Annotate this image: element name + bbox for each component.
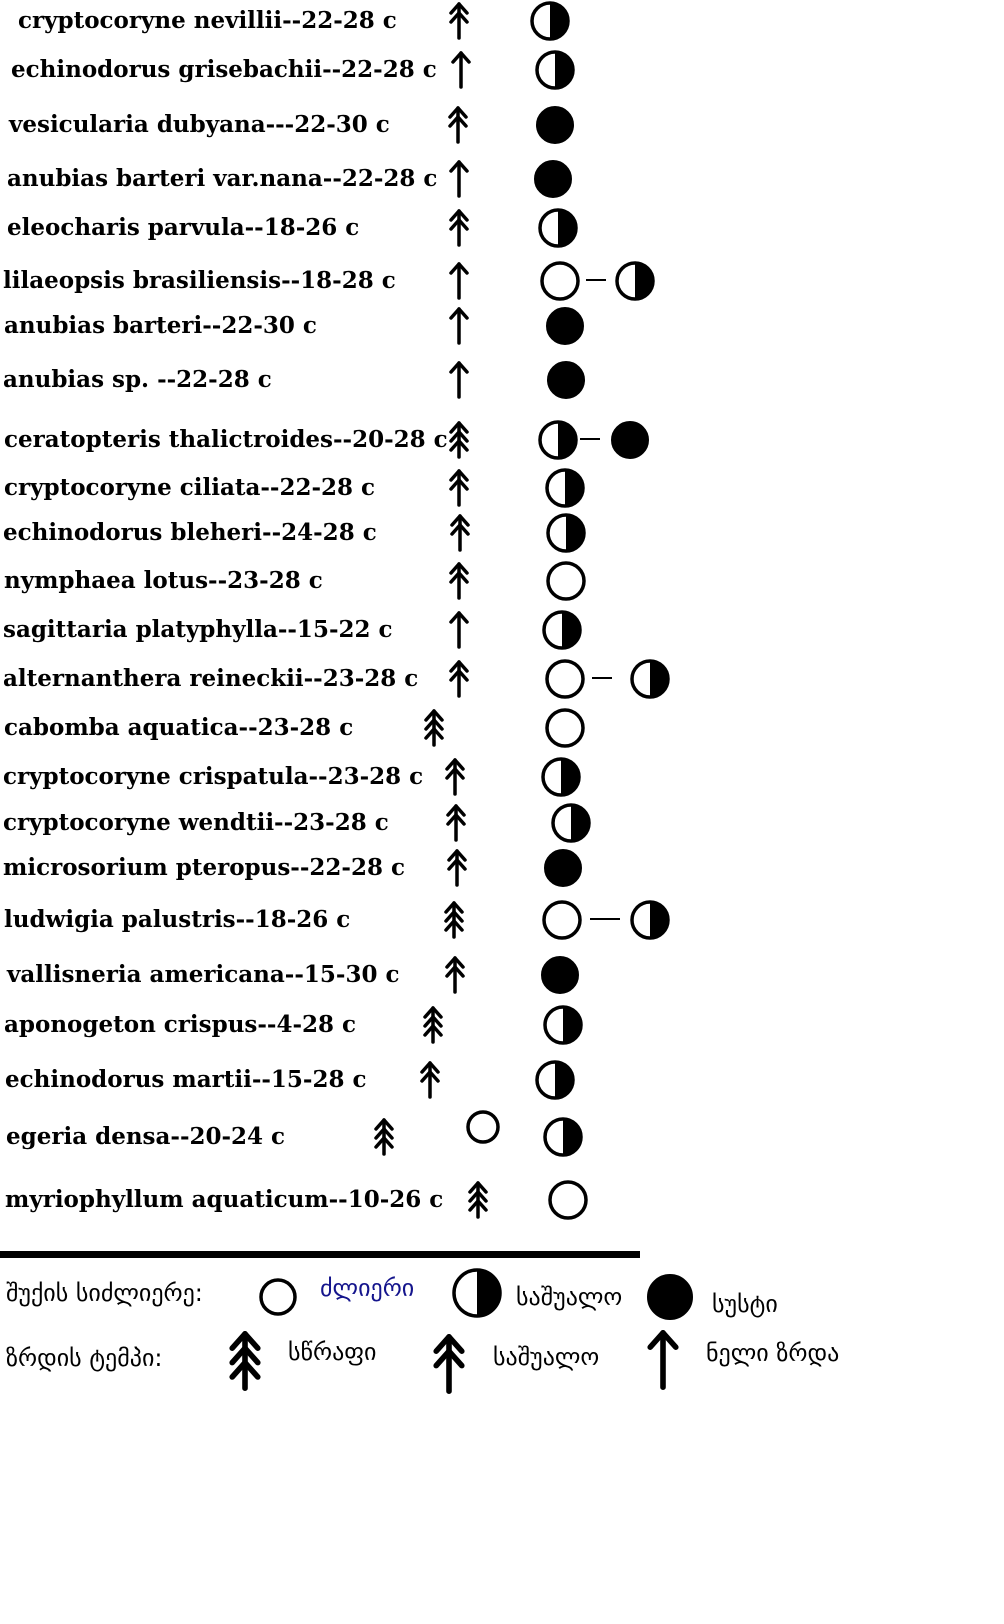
light-weak-icon	[547, 308, 583, 344]
growth-medium-icon	[449, 851, 465, 885]
light-medium-icon	[545, 1007, 581, 1043]
plant-name: cryptocoryne nevillii--22-28 c	[18, 7, 397, 34]
plant-row-symbols	[451, 3, 568, 39]
plant-row-symbols	[451, 308, 583, 344]
plant-name: alternanthera reineckii--23-28 c	[3, 665, 419, 692]
light-medium-icon	[547, 470, 583, 506]
light-medium-icon	[632, 661, 668, 697]
plant-name: anubias sp. --22-28 c	[3, 366, 272, 393]
plant-name: echinodorus bleheri--24-28 c	[3, 519, 377, 546]
plant-name: ludwigia palustris--18-26 c	[4, 906, 351, 933]
plant-row-symbols	[422, 1062, 573, 1098]
light-strong-icon	[547, 710, 583, 746]
plant-name: vallisneria americana--15-30 c	[7, 961, 400, 988]
growth-fast-icon	[232, 1334, 258, 1388]
legend-growth-slow-label: ნელი ზრდა	[706, 1339, 840, 1367]
plant-name: eleocharis parvula--18-26 c	[7, 214, 360, 241]
growth-slow-icon	[650, 1333, 676, 1387]
plant-row-symbols	[451, 362, 584, 398]
plant-row-symbols	[425, 1007, 581, 1043]
growth-medium-icon	[422, 1063, 438, 1097]
light-medium-icon	[540, 210, 576, 246]
light-medium-icon	[532, 3, 568, 39]
plant-row-symbols	[449, 850, 581, 886]
plant-name: sagittaria platyphylla--15-22 c	[3, 616, 393, 643]
light-medium-icon	[545, 1119, 581, 1155]
plant-row-symbols	[451, 661, 668, 697]
growth-fast-icon	[470, 1183, 486, 1217]
light-medium-icon	[540, 422, 576, 458]
growth-medium-icon	[451, 564, 467, 598]
light-strong-icon	[261, 1280, 295, 1314]
light-strong-icon	[550, 1182, 586, 1218]
growth-slow-icon	[451, 264, 467, 298]
light-strong-icon	[547, 661, 583, 697]
light-strong-icon	[544, 902, 580, 938]
growth-medium-icon	[447, 760, 463, 794]
light-weak-icon	[548, 362, 584, 398]
light-weak-icon	[612, 422, 648, 458]
plant-name: cryptocoryne wendtii--23-28 c	[3, 809, 389, 836]
light-weak-icon	[648, 1275, 692, 1319]
growth-medium-icon	[436, 1337, 462, 1391]
legend-light-medium-label: საშუალო	[516, 1283, 623, 1311]
plant-row-symbols	[451, 612, 580, 648]
light-medium-icon	[553, 805, 589, 841]
plant-name: lilaeopsis brasiliensis--18-28 c	[3, 267, 396, 294]
light-medium-icon	[617, 263, 653, 299]
plant-row-symbols	[452, 515, 584, 551]
light-strong-icon	[542, 263, 578, 299]
growth-fast-icon	[451, 423, 467, 457]
growth-slow-icon	[451, 363, 467, 397]
growth-medium-icon	[450, 108, 466, 142]
light-weak-icon	[545, 850, 581, 886]
plant-row-symbols	[376, 1112, 581, 1155]
light-medium-icon	[544, 612, 580, 648]
plant-row-symbols	[453, 52, 573, 88]
plant-row-symbols	[451, 470, 583, 506]
plant-row-symbols	[447, 759, 579, 795]
plant-name: cabomba aquatica--23-28 c	[4, 714, 354, 741]
plant-name: anubias barteri var.nana--22-28 c	[7, 165, 438, 192]
plant-name: ceratopteris thalictroides--20-28 c	[4, 426, 448, 453]
plant-row-symbols	[446, 902, 668, 938]
growth-slow-icon	[451, 613, 467, 647]
legend-light-label: შუქის სიძლიერე:	[6, 1279, 203, 1307]
plant-row-symbols	[451, 161, 571, 197]
growth-medium-icon	[452, 516, 468, 550]
plant-row-symbols	[451, 263, 653, 299]
growth-slow-icon	[451, 162, 467, 196]
light-medium-icon	[537, 52, 573, 88]
plant-row-symbols	[451, 563, 584, 599]
light-strong-icon	[468, 1112, 498, 1142]
plant-row-symbols	[451, 210, 576, 246]
growth-fast-icon	[426, 711, 442, 745]
light-weak-icon	[537, 107, 573, 143]
legend-light-weak-label: სუსტი	[712, 1290, 778, 1318]
plant-name: egeria densa--20-24 c	[6, 1123, 286, 1150]
plant-name: microsorium pteropus--22-28 c	[3, 854, 405, 881]
growth-fast-icon	[376, 1120, 392, 1154]
growth-medium-icon	[451, 662, 467, 696]
plant-name: echinodorus grisebachii--22-28 c	[11, 56, 437, 83]
plant-row-symbols	[447, 957, 578, 993]
light-medium-icon	[454, 1270, 500, 1316]
growth-fast-icon	[425, 1008, 441, 1042]
light-medium-icon	[548, 515, 584, 551]
legend-growth-label: ზრდის ტემპი:	[6, 1344, 163, 1372]
light-weak-icon	[535, 161, 571, 197]
plant-row-symbols	[450, 107, 573, 143]
growth-medium-icon	[451, 471, 467, 505]
light-medium-icon	[632, 902, 668, 938]
plant-row-symbols	[448, 805, 589, 841]
plant-name: cryptocoryne crispatula--23-28 c	[3, 763, 424, 790]
plant-name: myriophyllum aquaticum--10-26 c	[5, 1186, 444, 1213]
plant-name: anubias barteri--22-30 c	[4, 312, 317, 339]
growth-medium-icon	[451, 211, 467, 245]
plant-row-symbols	[426, 710, 583, 746]
growth-medium-icon	[447, 958, 463, 992]
legend-light-strong-label: ძლიერი	[320, 1274, 415, 1302]
growth-medium-icon	[451, 4, 467, 38]
light-weak-icon	[542, 957, 578, 993]
legend-growth-fast-label: სწრაფი	[288, 1338, 377, 1366]
plant-name: aponogeton crispus--4-28 c	[4, 1011, 357, 1038]
plant-name: nymphaea lotus--23-28 c	[4, 567, 323, 594]
legend-growth-medium-label: საშუალო	[493, 1343, 600, 1371]
light-strong-icon	[548, 563, 584, 599]
growth-slow-icon	[453, 53, 469, 87]
growth-slow-icon	[451, 309, 467, 343]
growth-fast-icon	[446, 903, 462, 937]
plant-row-symbols	[451, 422, 648, 458]
plant-row-symbols	[470, 1182, 586, 1218]
plant-name: cryptocoryne ciliata--22-28 c	[4, 474, 376, 501]
light-medium-icon	[543, 759, 579, 795]
light-medium-icon	[537, 1062, 573, 1098]
plant-name: echinodorus martii--15-28 c	[5, 1066, 367, 1093]
legend-divider	[0, 1251, 640, 1258]
growth-medium-icon	[448, 806, 464, 840]
plant-name: vesicularia dubyana---22-30 c	[9, 111, 390, 138]
legend-symbols	[232, 1270, 692, 1391]
